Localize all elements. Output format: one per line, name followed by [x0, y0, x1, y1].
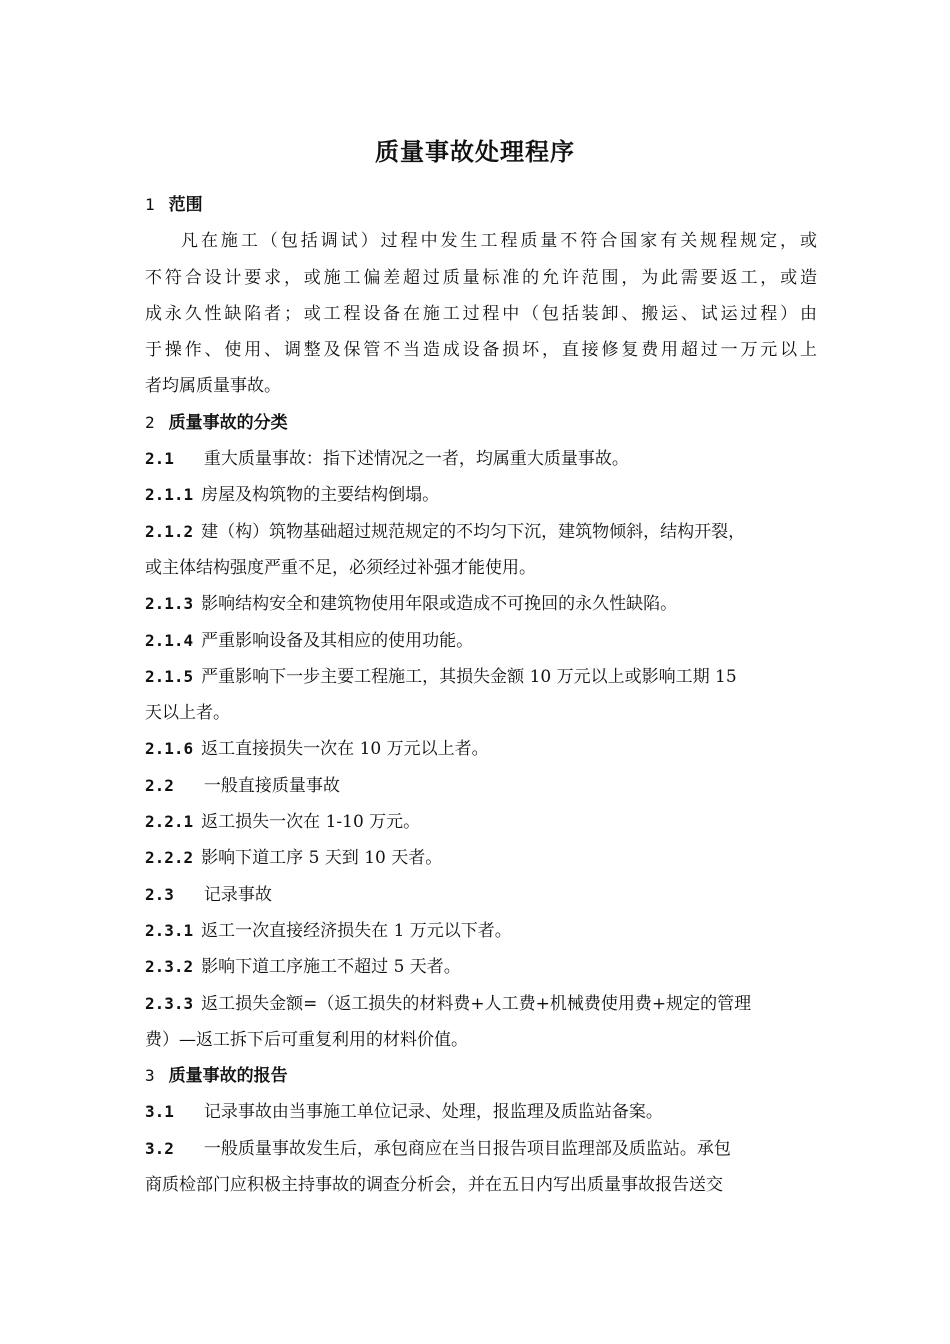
clause-3-2 [145, 1131, 817, 1167]
clause-number: 2.3.1 [145, 920, 194, 940]
section-heading-text: 范围 [168, 195, 203, 215]
clause-text: 建（构）筑物基础超过规范规定的不均匀下沉，建筑物倾斜，结构开裂， [201, 521, 746, 542]
clause-number: 2.1.3 [145, 594, 194, 614]
clause-text: 严重影响设备及其相应的使用功能。 [201, 630, 474, 651]
clause-number: 2.1.2 [145, 521, 194, 541]
clause-2-1-6 [145, 731, 817, 767]
paragraph-line: 凡在施工（包括调试）过程中发生工程质量不符合国家有关规程规定，或 [181, 231, 817, 252]
clause-text: 记录事故 [203, 884, 272, 905]
section-heading-text: 质量事故的报告 [168, 1066, 288, 1087]
document-title: 质量事故处理程序 [375, 138, 575, 166]
document-body [145, 187, 817, 1203]
clause-2-1 [145, 441, 817, 477]
clause-continuation: 或主体结构强度严重不足，必须经过补强才能使用。 [145, 557, 536, 578]
clause-number: 2.3.2 [145, 957, 194, 977]
clause-text: 影响结构安全和建筑物使用年限或造成不可挽回的永久性缺陷。 [201, 594, 678, 615]
clause-number: 3.2 [145, 1138, 174, 1158]
section-number: 3 [145, 1066, 155, 1086]
clause-text: 一般直接质量事故 [203, 775, 340, 796]
clause-text: 房屋及构筑物的主要结构倒塌。 [201, 485, 440, 506]
clause-text: 严重影响下一步主要工程施工，其损失金额 10 万元以上或影响工期 15 [201, 666, 737, 687]
clause-2-3-1 [145, 913, 817, 949]
paragraph-line: 于操作、使用、调整及保管不当造成设备损坏，直接修复费用超过一万元以上 [145, 340, 817, 361]
clause-2-2-1 [145, 804, 817, 840]
clause-number: 2.1 [145, 449, 174, 469]
clause-text: 影响下道工序施工不超过 5 天者。 [201, 957, 461, 978]
clause-2-1-1 [145, 477, 817, 513]
clause-2-2 [145, 768, 817, 804]
clause-text: 重大质量事故：指下述情况之一者，均属重大质量事故。 [203, 449, 629, 470]
clause-text: 返工一次直接经济损失在 1 万元以下者。 [201, 920, 512, 941]
clause-text: 记录事故由当事施工单位记录、处理，报监理及质监站备案。 [203, 1102, 663, 1123]
section-number: 1 [145, 195, 155, 214]
clause-2-1-4 [145, 623, 817, 659]
clause-2-3-2 [145, 949, 817, 985]
clause-text: 返工损失金额=（返工损失的材料费+人工费+机械费使用费+规定的管理 [201, 993, 752, 1014]
clause-3-1 [145, 1094, 817, 1130]
clause-number: 2.3 [145, 884, 174, 904]
clause-number: 3.1 [145, 1102, 174, 1122]
section-number: 2 [145, 412, 155, 432]
paragraph-line: 者均属质量事故。 [145, 376, 281, 397]
clause-number: 2.2 [145, 775, 174, 795]
clause-number: 2.2.2 [145, 848, 194, 868]
paragraph-line: 成永久性缺陷者；或工程设备在施工过程中（包括装卸、搬运、试运过程）由 [145, 303, 817, 324]
clause-text: 一般质量事故发生后，承包商应在当日报告项目监理部及质监站。承包 [203, 1138, 731, 1159]
clause-continuation: 费）—返工拆下后可重复利用的材料价值。 [145, 1029, 468, 1050]
clause-number: 2.3.3 [145, 993, 194, 1013]
clause-number: 2.1.4 [145, 630, 194, 650]
clause-number: 2.1.6 [145, 739, 194, 759]
paragraph-line: 不符合设计要求，或施工偏差超过质量标准的允许范围，为此需要返工，或造 [145, 267, 817, 288]
clause-text: 返工直接损失一次在 10 万元以上者。 [201, 739, 489, 760]
clause-text: 返工损失一次在 1-10 万元。 [201, 812, 421, 833]
clause-2-3-3 [145, 986, 817, 1022]
clause-2-1-3 [145, 586, 817, 622]
clause-text: 影响下道工序 5 天到 10 天者。 [201, 848, 443, 869]
clause-2-1-5 [145, 659, 817, 695]
section-heading-3 [145, 1058, 817, 1094]
clause-2-2-2 [145, 840, 817, 876]
clause-2-1-2 [145, 514, 817, 550]
section-heading-2 [145, 405, 817, 441]
clause-continuation: 商质检部门应积极主持事故的调查分析会，并在五日内写出质量事故报告送交 [145, 1175, 723, 1196]
clause-continuation: 天以上者。 [145, 703, 230, 724]
section-heading-1 [145, 187, 817, 223]
clause-number: 2.1.1 [145, 485, 194, 505]
clause-number: 2.2.1 [145, 812, 194, 832]
clause-2-3 [145, 877, 817, 913]
clause-number: 2.1.5 [145, 666, 194, 686]
section-heading-text: 质量事故的分类 [168, 412, 288, 433]
